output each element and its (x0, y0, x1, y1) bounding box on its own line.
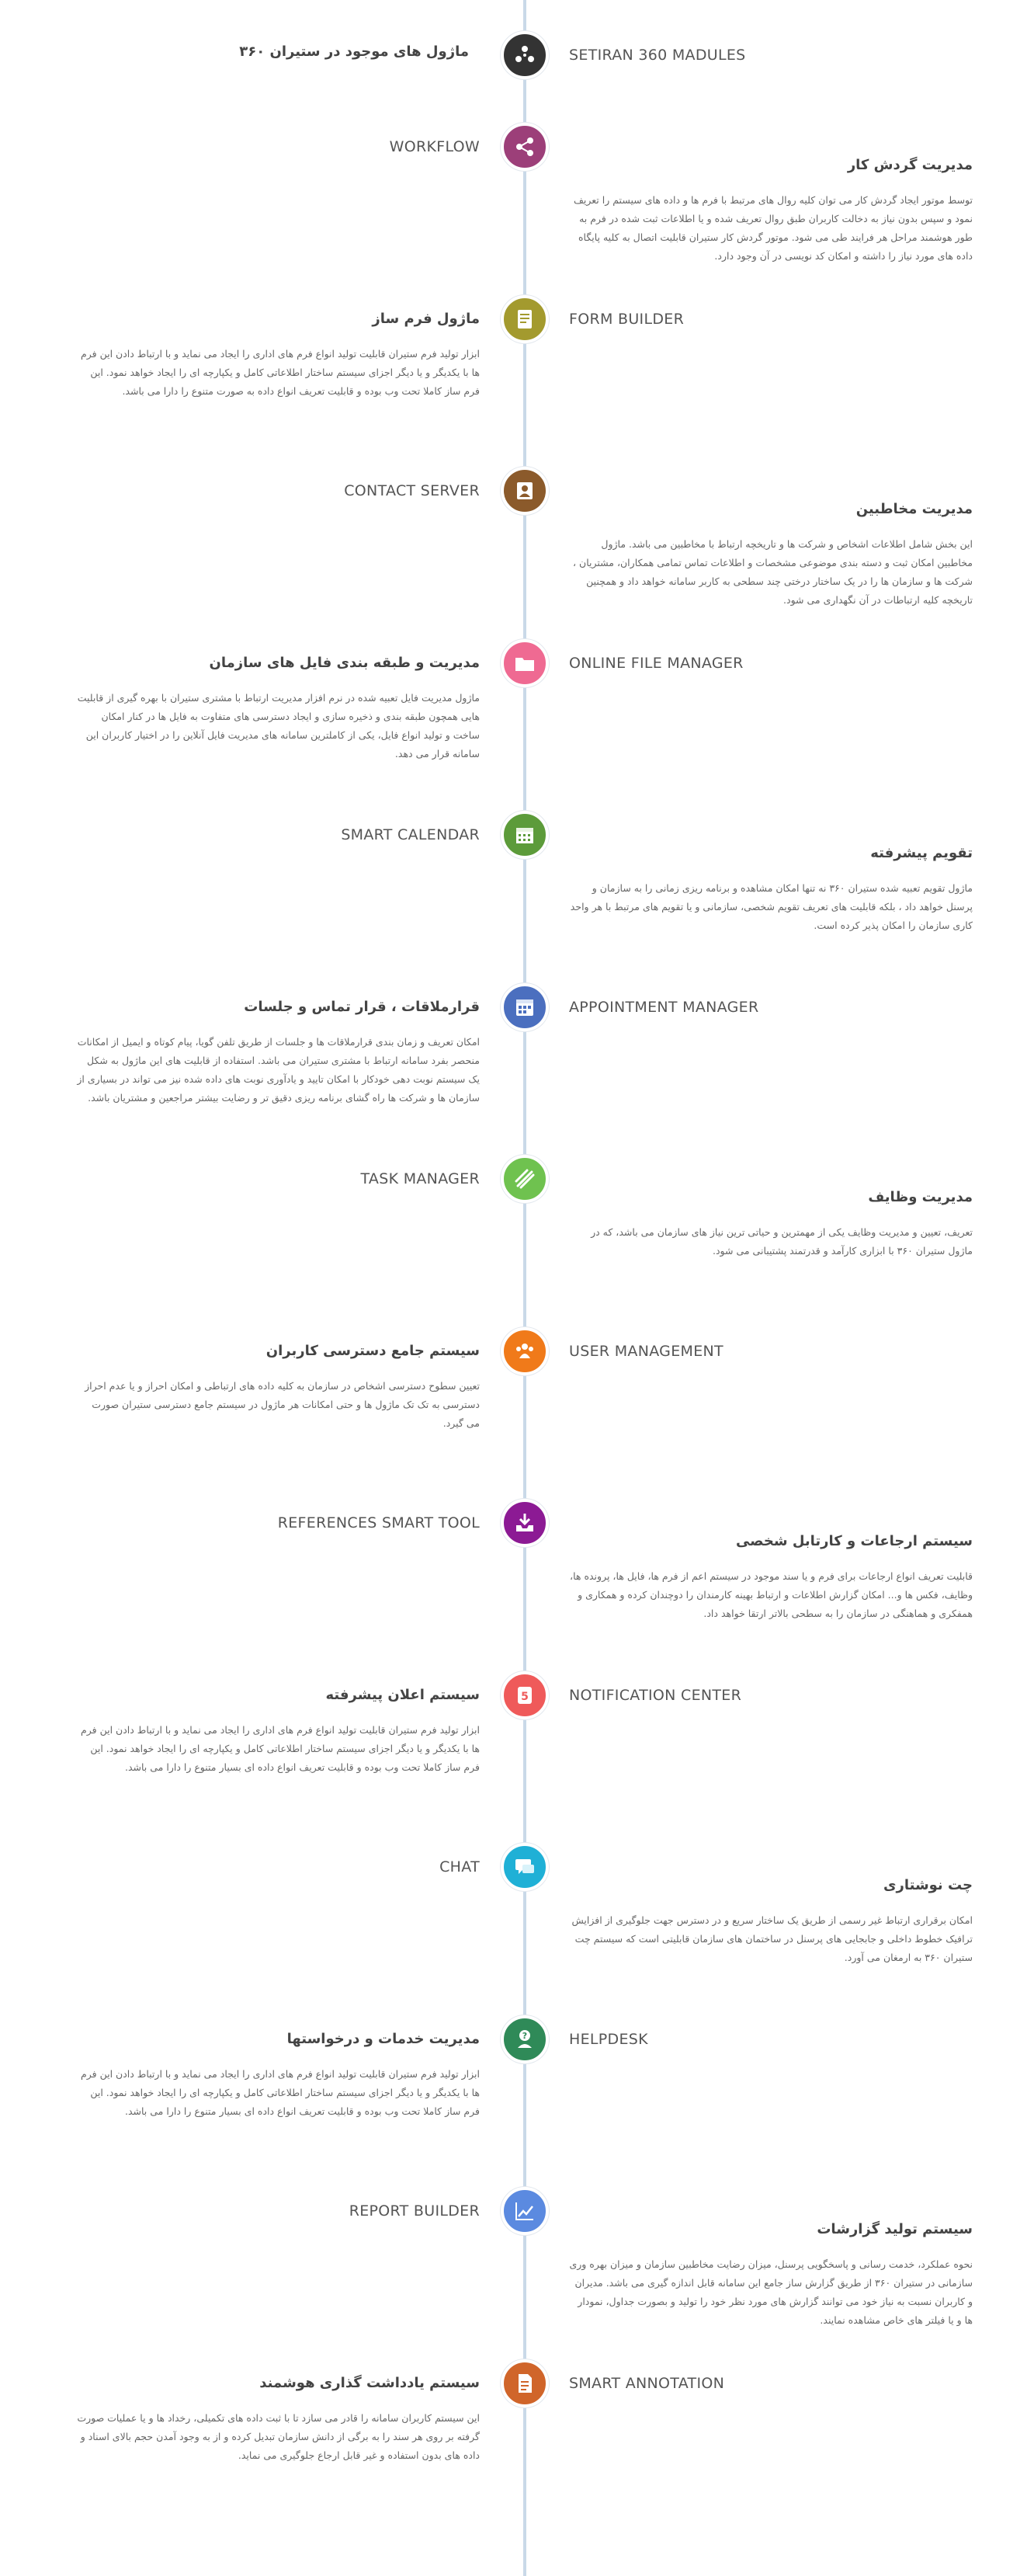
module-description (76, 997, 480, 1107)
svg-text:5: 5 (521, 1691, 529, 1703)
helpdesk-icon (501, 2015, 549, 2063)
module-name-en: CONTACT SERVER (344, 482, 480, 499)
users-icon (501, 1327, 549, 1375)
folder-icon (501, 639, 549, 687)
module-name-en: ONLINE FILE MANAGER (569, 655, 744, 672)
module-description (569, 499, 973, 610)
module-name-en: REPORT BUILDER (349, 2202, 480, 2220)
tasks-icon (501, 1155, 549, 1203)
module-description (76, 2029, 480, 2121)
modules-icon (501, 31, 549, 79)
module-title-fa: مدیریت و طبقه بندی فایل های سازمان (209, 655, 480, 671)
module-description (569, 2220, 973, 2330)
module-description (569, 843, 973, 935)
form-icon (501, 295, 549, 343)
module-title-fa: چت نوشتاری (883, 1877, 973, 1893)
module-text-fa: قابلیت تعریف انواع ارجاعات برای فرم و یا سند موجود در سیستم اعم از فرم ها، فایل ها، پرونده ها، وظایف، فکس ها و... امکان گزارش اطلاعات و ارتباط بهینه کارمندان را دوچندان کرده و همکاری و همفکری و هماهنگی در سازمان را به سطحی بالاتر ارتقا خواهد داد. (570, 1570, 973, 1619)
appointment-icon (501, 983, 549, 1031)
module-text-fa: تعریف، تعیین و مدیریت وظایف یکی از مهمترین و حیاتی ترین نیاز های سازمان می باشد، که در ماژول ستیران ۳۶۰ با ابزاری کارآمد و قدرتمند پشتیبانی می شود. (591, 1226, 973, 1257)
module-description (569, 1876, 973, 1967)
module-description (76, 653, 480, 763)
page-title-fa: ماژول های موجود در ستیران ۳۶۰ (239, 43, 469, 60)
module-description (76, 2373, 480, 2465)
module-title-fa: تقویم پیشرفته (870, 845, 973, 861)
inbox-icon (501, 1499, 549, 1547)
module-description (569, 155, 973, 266)
module-title-fa: سیستم اعلان پیشرفته (325, 1687, 480, 1703)
module-title-fa: سیستم تولید گزارشات (817, 2221, 973, 2237)
module-name-en: SMART ANNOTATION (569, 2375, 725, 2392)
share-icon (501, 123, 549, 171)
module-title-fa: مدیریت خدمات و درخواستها (286, 2031, 480, 2047)
module-description (76, 1341, 480, 1433)
module-text-fa: امکان تعریف و زمان بندی قرارملاقات ها و جلسات از طریق تلفن گویا، پیام کوتاه و ایمیل از امکانات منحصر بفرد سامانه ارتباط با مشتری ستیران می باشد. استفاده از قابلیت های این ماژول به شکل یک سیستم نوبت دهی خودکار با امکان تایید و یادآوری نوبت های داده شده نیز می تواند در بسیاری از سازمان ها و شرکت ها راه گشای برنامه ریزی دقیق تر و رضایت بیشتر مراجعین و مشتریان باشد. (77, 1036, 480, 1104)
chat-icon (501, 1843, 549, 1891)
module-name-en: WORKFLOW (389, 138, 480, 155)
module-name-en: HELPDESK (569, 2031, 648, 2048)
module-text-fa: ماژول تقویم تعبیه شده ستیران ۳۶۰ نه تنها امکان مشاهده و برنامه ریزی زمانی را به سازمان و پرسنل خواهد داد ، بلکه قابلیت های تعریف تقویم شخصی، سازمانی و یا تقویم های مرتبط با هر واحد کاری سازمان را امکان پذیر کرده است. (570, 882, 973, 931)
svg-text:?: ? (522, 2031, 528, 2041)
note-icon (501, 2359, 549, 2407)
module-text-fa: نحوه عملکرد، خدمت رسانی و پاسخگویی پرسنل، میزان رضایت مخاطبین سازمان و میزان بهره وری سازمانی در ستیران ۳۶۰ از طریق گزارش ساز جامع این سامانه قابل اندازه گیری می باشد. مدیران و کاربران نسبت به نیاز خود می توانند گزارش های مورد نظر خود را تولید و بصورت جداول، نمودار ها و یا فیلتر های خاص مشاهده نمایند. (569, 2258, 973, 2326)
module-text-fa: امکان برقراری ارتباط غیر رسمی از طریق یک ساختار سریع و در دسترس جهت جلوگیری از افزایش ترافیک خطوط داخلی و جابجایی های پرسنل در ساختمان های سازمان قابلیتی است که سیستم چت ستیران ۳۶۰ به ارمغان می آورد. (571, 1914, 973, 1963)
module-name-en: CHAT (439, 1858, 480, 1876)
module-name-en: NOTIFICATION CENTER (569, 1687, 742, 1704)
module-description (76, 1685, 480, 1777)
module-title-fa: مدیریت مخاطبین (855, 501, 973, 517)
module-text-fa: این سیستم کاربران سامانه را قادر می سازد تا با ثبت داده های تکمیلی، رخداد ها و یا عملیات صورت گرفته بر روی هر سند را به برگی از دانش سازمان تبدیل کرده و از به وجود آمدن حجم بالای اسناد و داده های بدون استفاده و غیر قابل ارجاع جلوگیری می نماید. (77, 2412, 480, 2461)
module-title-fa: سیستم یادداشت گذاری هوشمند (259, 2375, 480, 2391)
contacts-icon (501, 467, 549, 515)
module-title-fa: مدیریت وظایف (868, 1189, 973, 1205)
module-title-fa: مدیریت گردش کار (847, 157, 973, 173)
module-name-en: REFERENCES SMART TOOL (277, 1514, 480, 1531)
module-title-fa: سیستم جامع دسترسی کاربران (265, 1343, 480, 1359)
module-title-fa: قرارملاقات ، قرار تماس و جلسات (244, 999, 480, 1015)
module-title-fa: سیستم ارجاعات و کارتابل شخصی (735, 1533, 973, 1549)
calendar-icon (501, 811, 549, 859)
module-text-fa: ابزار تولید فرم ستیران قابلیت تولید انواع فرم های اداری را ایجاد می نماید و با ارتباط دادن این فرم ها با یکدیگر و یا دیگر اجزای سیستم ساختار اطلاعاتی کامل و یکپارچه ای را ایجاد خواهد نمود. این فرم ساز کاملا تحت وب بوده و قابلیت تعریف انواع داده به صورت متنوع را دارا می باشد. (81, 348, 480, 397)
module-name-en: FORM BUILDER (569, 311, 685, 328)
module-title-fa: ماژول فرم ساز (372, 311, 480, 327)
module-name-en: APPOINTMENT MANAGER (569, 999, 759, 1016)
module-text-fa: ماژول مدیریت فایل تعبیه شده در نرم افزار مدیریت ارتباط با مشتری ستیران با بهره گیری از قابلیت هایی همچون طبقه بندی و ذخیره سازی و ایجاد دسترسی های متفاوت به فایل ها در کنار امکان ساخت و تولید انواع فایل، یکی از کاملترین سامانه های مدیریت فایل آنلاین را در اختیار کاربران این سامانه قرار می دهد. (77, 692, 480, 760)
module-text-fa: ابزار تولید فرم ستیران قابلیت تولید انواع فرم های اداری را ایجاد می نماید و با ارتباط دادن این فرم ها با یکدیگر و یا دیگر اجزای سیستم ساختار اطلاعاتی کامل و یکپارچه ای را ایجاد خواهد نمود. این فرم ساز کاملا تحت وب بوده و قابلیت تعریف انواع داده ای بسیار متنوع را دارا می باشد. (81, 1724, 480, 1773)
module-name-en: TASK MANAGER (360, 1170, 480, 1187)
module-name-en: SMART CALENDAR (341, 826, 480, 843)
notification-icon (501, 1671, 549, 1719)
module-text-fa: تعیین سطوح دسترسی اشخاص در سازمان به کلیه داده های ارتباطی و امکان احراز و یا عدم احراز دسترسی به تک تک ماژول ها و حتی امکانات هر ماژول در سیستم جامع دسترسی ستیران صورت می گیرد. (85, 1380, 480, 1429)
chart-icon (501, 2187, 549, 2235)
page-title-en: SETIRAN 360 MADULES (569, 47, 746, 64)
module-description (569, 1531, 973, 1623)
module-description (569, 1187, 973, 1260)
module-name-en: USER MANAGEMENT (569, 1343, 723, 1360)
module-text-fa: این بخش شامل اطلاعات اشخاص و شرکت ها و تاریخچه ارتباط با مخاطبین می باشد. ماژول مخاطبین امکان ثبت و دسته بندی موضوعی مشخصات و اطلاعات تماس تمامی همکاران، مشتریان ، شرکت ها و سازمان ها را در یک ساختار درختی چند سطحی به کاربر سامانه خواهد داد و همچنین تاریخچه کلیه ارتباطات در آن نگهداری می شود. (573, 538, 973, 606)
module-text-fa: ابزار تولید فرم ستیران قابلیت تولید انواع فرم های اداری را ایجاد می نماید و با ارتباط دادن این فرم ها با یکدیگر و یا دیگر اجزای سیستم ساختار اطلاعاتی کامل و یکپارچه ای را ایجاد خواهد نمود. این فرم ساز کاملا تحت وب بوده و قابلیت تعریف انواع داده ای بسیار متنوع را دارا می باشد. (81, 2068, 480, 2117)
module-description (76, 309, 480, 401)
module-text-fa: توسط موتور ایجاد گردش کار می توان کلیه روال های مرتبط با فرم ها و داده های سیستم را تعریف نمود و سپس بدون نیاز به دخالت کاربران طبق روال تعریف شده و یا اطلاعات ثبت شده در فرم به طور هوشمند مراحل هر فرایند طی می شود. موتور گردش کار ستیران قابلیت اتصال به کلیه پایگاه داده های مورد نیاز را داشته و امکان کد نویسی در آن وجود دارد. (573, 194, 973, 262)
